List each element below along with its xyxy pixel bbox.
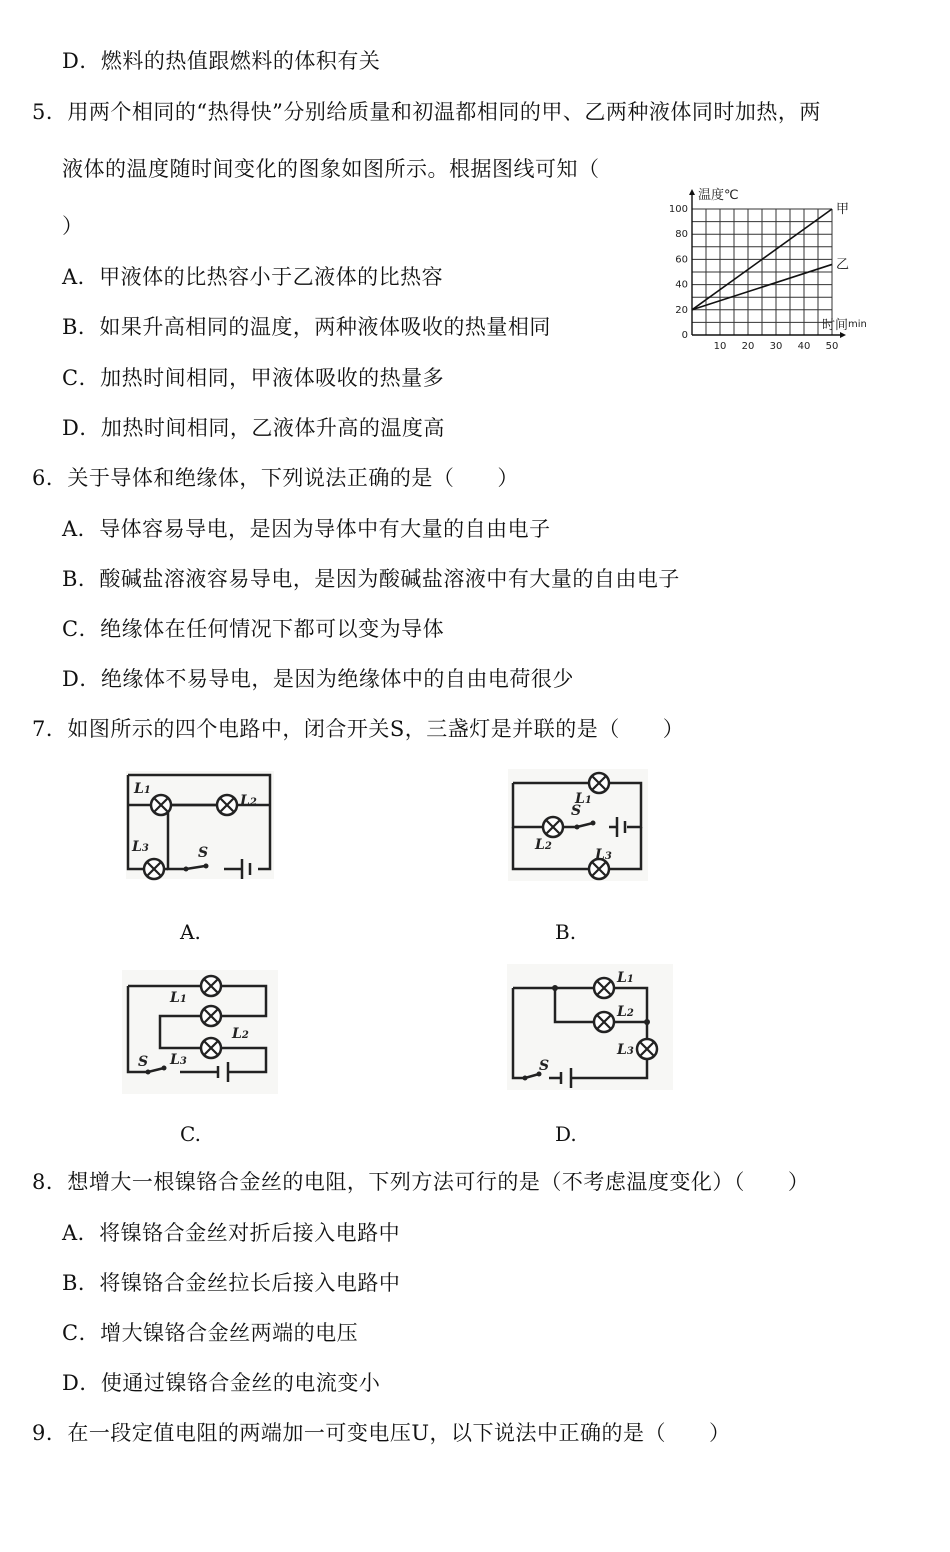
q6-option-c: C．绝缘体在任何情况下都可以变为导体	[62, 617, 445, 641]
q8-option-a: A．将镍铬合金丝对折后接入电路中	[62, 1221, 401, 1245]
caption-c: C.	[180, 1122, 201, 1146]
q5-option-d: D．加热时间相同，乙液体升高的温度高	[62, 416, 445, 440]
lamp-l1-icon	[201, 976, 221, 996]
y-tick-label: 60	[675, 254, 688, 266]
label-switch: S	[539, 1058, 550, 1074]
q6-option-a: A．导体容易导电，是因为导体中有大量的自由电子	[62, 517, 551, 541]
lamp-l1-icon	[151, 795, 171, 815]
x-tick-label: 50	[825, 341, 839, 352]
lamp-l2-icon	[594, 1012, 614, 1032]
chart-series	[692, 202, 849, 310]
circuit-a	[120, 765, 280, 885]
label-l2: L2	[535, 837, 552, 853]
label-l2: L2	[240, 793, 257, 809]
caption-d: D.	[555, 1122, 577, 1146]
y-tick-label: 20	[675, 304, 688, 316]
lamp-l2-icon	[217, 795, 237, 815]
q6-stem: 6．关于导体和绝缘体，下列说法正确的是（ ）	[32, 466, 519, 490]
y-axis-arrow	[689, 189, 695, 195]
label-l3: L3	[132, 839, 149, 855]
chart-axes	[689, 189, 849, 338]
q7-stem: 7．如图所示的四个电路中，闭合开关S，三盏灯是并联的是（ ）	[32, 717, 685, 741]
q5-stem-line2: 液体的温度随时间变化的图象如图所示。根据图线可知（	[62, 157, 600, 181]
q6-option-b: B．酸碱盐溶液容易导电，是因为酸碱盐溶液中有大量的自由电子	[62, 567, 680, 591]
label-l2: L2	[232, 1026, 249, 1042]
label-l1: L1	[617, 970, 634, 986]
circuit-c	[120, 968, 280, 1096]
label-switch: S	[138, 1054, 149, 1070]
label-l3: L3	[617, 1042, 634, 1058]
x-tick-label: 40	[797, 341, 811, 352]
lamp-l1-icon	[594, 978, 614, 998]
circuit-b	[505, 765, 650, 885]
lamp-l2-icon	[543, 817, 563, 837]
chart-xunit: min	[848, 319, 867, 330]
chart-ticks	[669, 204, 838, 352]
q5-option-c: C．加热时间相同，甲液体吸收的热量多	[62, 366, 445, 390]
q5-option-a: A．甲液体的比热容小于乙液体的比热容	[62, 265, 444, 289]
series-label: 甲	[836, 202, 850, 217]
y-tick-label: 100	[668, 204, 688, 215]
y-tick-label: 0	[681, 330, 688, 341]
y-tick-label: 80	[675, 229, 688, 241]
y-tick-label: 40	[675, 279, 688, 291]
caption-b: B.	[555, 920, 577, 944]
q8-option-b: B．将镍铬合金丝拉长后接入电路中	[62, 1271, 401, 1295]
caption-a: A.	[180, 920, 201, 944]
circuit-d	[505, 962, 675, 1092]
series-label: 乙	[836, 257, 850, 273]
label-l2: L2	[617, 1004, 634, 1020]
label-l1: L1	[134, 781, 151, 797]
label-l1: L1	[170, 990, 187, 1006]
q8-stem: 8．想增大一根镍铬合金丝的电阻，下列方法可行的是（不考虑温度变化）（ ）	[32, 1170, 810, 1194]
q4-option-d: D．燃料的热值跟燃料的体积有关	[62, 49, 381, 73]
label-l1: L1	[575, 791, 592, 807]
chart-ylabel: 温度℃	[698, 188, 739, 203]
label-l3: L3	[170, 1052, 187, 1068]
lamp-l3-icon	[144, 859, 164, 879]
q5-option-b: B．如果升高相同的温度，两种液体吸收的热量相同	[62, 315, 551, 339]
q8-option-c: C．增大镍铬合金丝两端的电压	[62, 1321, 359, 1345]
chart-xlabel: 时间	[822, 318, 849, 333]
label-l3: L3	[595, 847, 612, 863]
label-switch: S	[198, 845, 209, 861]
q8-option-d: D．使通过镍铬合金丝的电流变小	[62, 1371, 381, 1395]
x-tick-label: 20	[741, 341, 755, 352]
x-tick-label: 10	[713, 341, 727, 352]
x-tick-label: 30	[769, 341, 783, 352]
label-switch: S	[571, 803, 582, 819]
lamp-l1-icon	[589, 773, 609, 793]
q9-stem: 9．在一段定值电阻的两端加一可变电压U，以下说法中正确的是（ ）	[32, 1421, 731, 1445]
q5-stem-line3: ）	[62, 214, 84, 238]
lamp-l3-icon	[201, 1038, 221, 1058]
temperature-time-chart	[660, 185, 900, 355]
lamp-l3-icon	[637, 1039, 657, 1059]
q5-stem-line1: 5．用两个相同的“热得快”分别给质量和初温都相同的甲、乙两种液体同时加热，两	[32, 100, 821, 124]
q6-option-d: D．绝缘体不易导电，是因为绝缘体中的自由电荷很少	[62, 667, 574, 691]
lamp-l2-icon	[201, 1006, 221, 1026]
